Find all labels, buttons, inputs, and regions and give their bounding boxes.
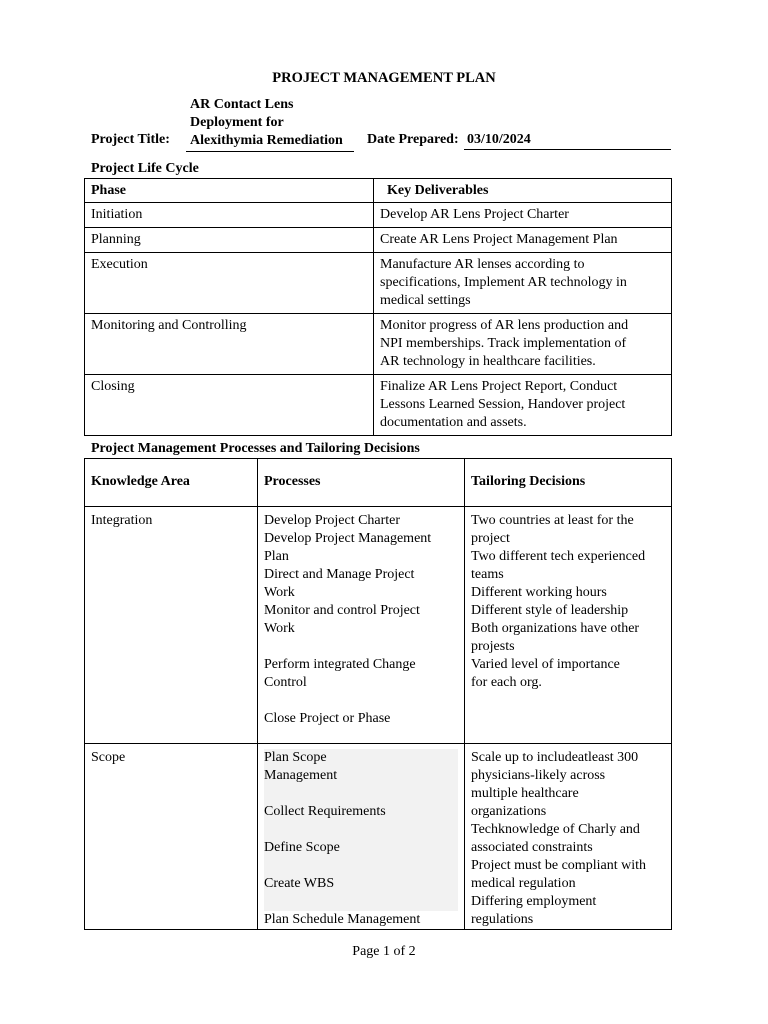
decision-line: Both organizations have other — [471, 621, 640, 636]
process-line: Plan — [264, 549, 289, 564]
process-line: Define Scope — [264, 840, 340, 855]
process-line: Perform integrated Change — [264, 657, 416, 672]
deliverable-line: documentation and assets. — [380, 415, 527, 430]
process-line: Collect Requirements — [264, 804, 386, 819]
table-row — [85, 314, 672, 375]
project-title-label: Project Title: — [91, 132, 170, 147]
decision-line: associated constraints — [471, 840, 593, 855]
decision-line: project — [471, 531, 510, 546]
date-prepared-label: Date Prepared: — [367, 132, 459, 147]
process-line: Monitor and control Project — [264, 603, 420, 618]
deliverable-line: specifications, Implement AR technology in — [380, 275, 627, 290]
deliverable-line: NPI memberships. Track implementation of — [380, 336, 627, 351]
column-header-phase: Phase — [85, 179, 374, 203]
table-row — [85, 507, 672, 744]
column-header-tailoring: Tailoring Decisions — [465, 459, 672, 507]
table-row — [85, 203, 672, 228]
deliverables-cell — [374, 228, 672, 253]
phase-cell: Execution — [85, 253, 374, 314]
process-line: Close Project or Phase — [264, 711, 391, 726]
page-number: Page 1 of 2 — [352, 944, 416, 959]
project-title-line: Deployment for — [190, 115, 284, 130]
column-header-processes: Processes — [258, 459, 465, 507]
process-line: Create WBS — [264, 876, 335, 891]
process-line: Develop Project Charter — [264, 513, 401, 528]
table-row — [85, 228, 672, 253]
table-row — [85, 253, 672, 314]
decision-line: teams — [471, 567, 504, 582]
life-cycle-heading: Project Life Cycle — [91, 161, 199, 176]
date-prepared-value: 03/10/2024 — [464, 132, 671, 150]
decision-line: Varied level of importance — [471, 657, 620, 672]
decision-line: projests — [471, 639, 515, 654]
shaded-process-block — [264, 749, 458, 911]
decision-line: medical regulation — [471, 876, 576, 891]
decision-line: Different style of leadership — [471, 603, 629, 618]
knowledge-area-cell: Integration — [85, 507, 258, 744]
deliverable-line: Monitor progress of AR lens production and — [380, 318, 629, 333]
decision-line: Two different tech experienced — [471, 549, 646, 564]
process-line: Work — [264, 621, 295, 636]
decision-line: for each org. — [471, 675, 542, 690]
decision-line: physicians-likely across — [471, 768, 606, 783]
processes-cell — [258, 744, 465, 930]
tailoring-cell — [465, 507, 672, 744]
deliverables-cell — [374, 253, 672, 314]
process-line: Control — [264, 675, 307, 690]
deliverable-line: Lessons Learned Session, Handover project — [380, 397, 626, 412]
decision-line: regulations — [471, 912, 534, 927]
deliverable-line: Create AR Lens Project Management Plan — [380, 232, 618, 247]
process-line: Management — [264, 768, 338, 783]
deliverable-line: Finalize AR Lens Project Report, Conduct — [380, 379, 618, 394]
deliverable-line: AR technology in healthcare facilities. — [380, 354, 596, 369]
decision-line: organizations — [471, 804, 547, 819]
phase-cell: Initiation — [85, 203, 374, 228]
table-row — [85, 744, 672, 930]
process-line: Develop Project Management — [264, 531, 432, 546]
process-line: Direct and Manage Project — [264, 567, 415, 582]
processes-table — [84, 458, 672, 930]
deliverable-line: Develop AR Lens Project Charter — [380, 207, 569, 222]
process-line: Work — [264, 585, 295, 600]
deliverables-cell — [374, 203, 672, 228]
tailoring-cell — [465, 744, 672, 930]
column-header-knowledge-area: Knowledge Area — [85, 459, 258, 507]
project-title-value — [186, 96, 354, 152]
decision-line: Project must be compliant with — [471, 858, 646, 873]
process-line: Plan Scope — [264, 750, 327, 765]
knowledge-area-cell: Scope — [85, 744, 258, 930]
decision-line: Differing employment — [471, 894, 597, 909]
column-header-deliverables: Key Deliverables — [374, 179, 672, 203]
project-title-line: Alexithymia Remediation — [190, 133, 343, 148]
deliverable-line: medical settings — [380, 293, 471, 308]
phase-cell: Closing — [85, 375, 374, 436]
decision-line: Scale up to includeatleast 300 — [471, 750, 639, 765]
decision-line: Techknowledge of Charly and — [471, 822, 640, 837]
table-row — [85, 375, 672, 436]
decision-line: Two countries at least for the — [471, 513, 634, 528]
project-title-line: AR Contact Lens — [190, 97, 294, 112]
phase-cell: Planning — [85, 228, 374, 253]
deliverable-line: Manufacture AR lenses according to — [380, 257, 585, 272]
phase-cell: Monitoring and Controlling — [85, 314, 374, 375]
processes-heading: Project Management Processes and Tailoring Decisions — [91, 441, 420, 456]
process-line: Plan Schedule Management — [264, 912, 421, 927]
document-title: PROJECT MANAGEMENT PLAN — [272, 70, 496, 86]
table-header-row — [85, 459, 672, 507]
processes-cell — [258, 507, 465, 744]
deliverables-cell — [374, 314, 672, 375]
decision-line: multiple healthcare — [471, 786, 579, 801]
life-cycle-table — [84, 178, 672, 436]
deliverables-cell — [374, 375, 672, 436]
decision-line: Different working hours — [471, 585, 607, 600]
table-header-row — [85, 179, 672, 203]
